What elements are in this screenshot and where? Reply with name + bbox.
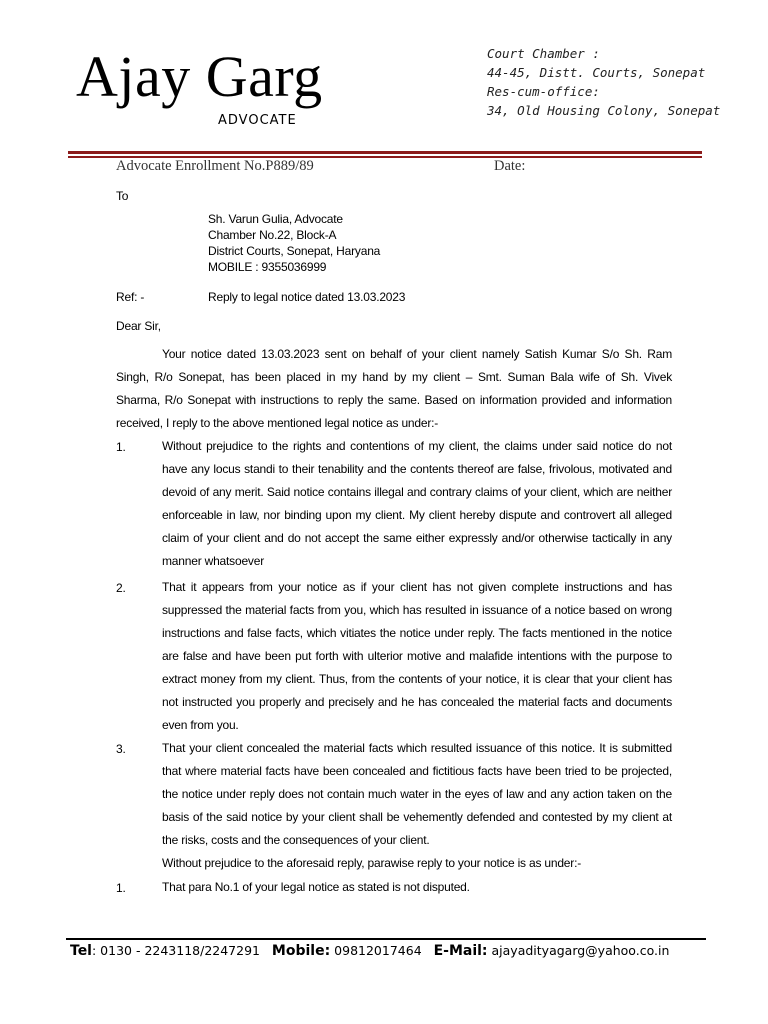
salutation: Dear Sir, bbox=[116, 319, 161, 333]
address-line: 34, Old Housing Colony, Sonepat bbox=[487, 103, 721, 118]
advocate-name: Ajay Garg bbox=[76, 44, 323, 109]
point-line: devoid of any merit. Said notice contains illegal and contrary claims of your client, which are neither bbox=[162, 485, 672, 499]
email-label: E-Mail: bbox=[433, 943, 488, 959]
addressee-line: MOBILE : 9355036999 bbox=[208, 260, 327, 274]
footer-rule bbox=[66, 938, 706, 940]
intro-paragraph bbox=[116, 343, 672, 435]
point-line: even from you. bbox=[162, 718, 239, 732]
point-line: extract money from my client. Thus, from the contents of your notice, it is clear that your client has bbox=[162, 672, 672, 686]
advocate-designation: ADVOCATE bbox=[218, 113, 297, 128]
date-label: Date: bbox=[494, 158, 526, 174]
tel-value: : 0130 - 2243118/2247291 bbox=[91, 943, 260, 958]
point-line: instructions and false facts, which vitiates the notice under reply. The facts mentioned in the notice bbox=[162, 626, 672, 640]
point-line: That it appears from your notice as if your client has not given complete instructions and has bbox=[162, 580, 672, 594]
point-text bbox=[162, 435, 672, 573]
point-line: basis of the said notice by your client shall be vehemently defended and contested by my client at bbox=[162, 810, 672, 824]
point-number: 3. bbox=[116, 742, 126, 756]
enrollment-number: Advocate Enrollment No.P889/89 bbox=[116, 158, 314, 174]
email-value: ajayadityagarg@yahoo.co.in bbox=[491, 943, 670, 958]
point-line: the notice under reply does not contain much water in the eyes of law and any action taken on the bbox=[162, 787, 672, 801]
point-line: suppressed the material facts from you, which has resulted in issuance of a notice based on wrong bbox=[162, 603, 672, 617]
addressee-line: Sh. Varun Gulia, Advocate bbox=[208, 212, 343, 226]
point-line: Without prejudice to the aforesaid reply, parawise reply to your notice is as under:- bbox=[162, 856, 581, 870]
point-line: Without prejudice to the rights and contentions of my client, the claims under said notice do not bbox=[162, 439, 672, 453]
to-label: To bbox=[116, 189, 129, 203]
intro-line: Sharma, R/o Sonepat with instructions to reply the same. Based on information provided and information bbox=[116, 393, 672, 407]
point-line: That your client concealed the material facts which resulted issuance of this notice. It is submitted bbox=[162, 741, 672, 755]
point-number: 1. bbox=[116, 881, 126, 895]
point-line: are false and have been put forth with ulterior motive and malafide intentions with the purpose to bbox=[162, 649, 672, 663]
address-line: 44-45, Distt. Courts, Sonepat bbox=[487, 65, 706, 80]
address-line: Res-cum-office: bbox=[487, 84, 600, 99]
point-line: not instructed you properly and precisely and he has concealed the material facts and documents bbox=[162, 695, 672, 709]
point-line: have any locus standi to their tenability and the contents thereof are false, frivolous, motivated and bbox=[162, 462, 672, 476]
tel-label: Tel bbox=[70, 943, 92, 959]
point-line: that where material facts have been concealed and fictitious facts have been tried to be projected, bbox=[162, 764, 672, 778]
point-number: 2. bbox=[116, 581, 126, 595]
point-line: claim of your client and do not accept the same either expressly and/or otherwise tactically in any bbox=[162, 531, 672, 545]
addressee-line: District Courts, Sonepat, Haryana bbox=[208, 244, 381, 258]
footer-contact bbox=[70, 943, 669, 959]
point-text bbox=[162, 876, 672, 899]
point-line: manner whatsoever bbox=[162, 554, 264, 568]
header-rule bbox=[68, 151, 702, 154]
point-number: 1. bbox=[116, 440, 126, 454]
intro-line: Your notice dated 13.03.2023 sent on behalf of your client namely Satish Kumar S/o Sh. Ram bbox=[162, 347, 672, 361]
mobile-value: 09812017464 bbox=[334, 943, 422, 958]
point-line: the risks, costs and the consequences of your client. bbox=[162, 833, 430, 847]
ref-label: Ref: - bbox=[116, 290, 145, 304]
mobile-label: Mobile: bbox=[271, 943, 331, 959]
addressee-line: Chamber No.22, Block-A bbox=[208, 228, 337, 242]
intro-line: received, I reply to the above mentioned legal notice as under:- bbox=[116, 416, 439, 430]
point-line: enforceable in law, nor binding upon my client. My client hereby dispute and controvert all alleged bbox=[162, 508, 672, 522]
letterhead-address bbox=[487, 44, 720, 120]
point-text bbox=[162, 737, 672, 875]
point-line: That para No.1 of your legal notice as stated is not disputed. bbox=[162, 880, 470, 894]
ref-subject: Reply to legal notice dated 13.03.2023 bbox=[208, 290, 406, 304]
intro-line: Singh, R/o Sonepat, has been placed in my hand by my client – Smt. Suman Bala wife of Sh. Vivek bbox=[116, 370, 672, 384]
address-line: Court Chamber : bbox=[487, 46, 600, 61]
point-text bbox=[162, 576, 672, 737]
